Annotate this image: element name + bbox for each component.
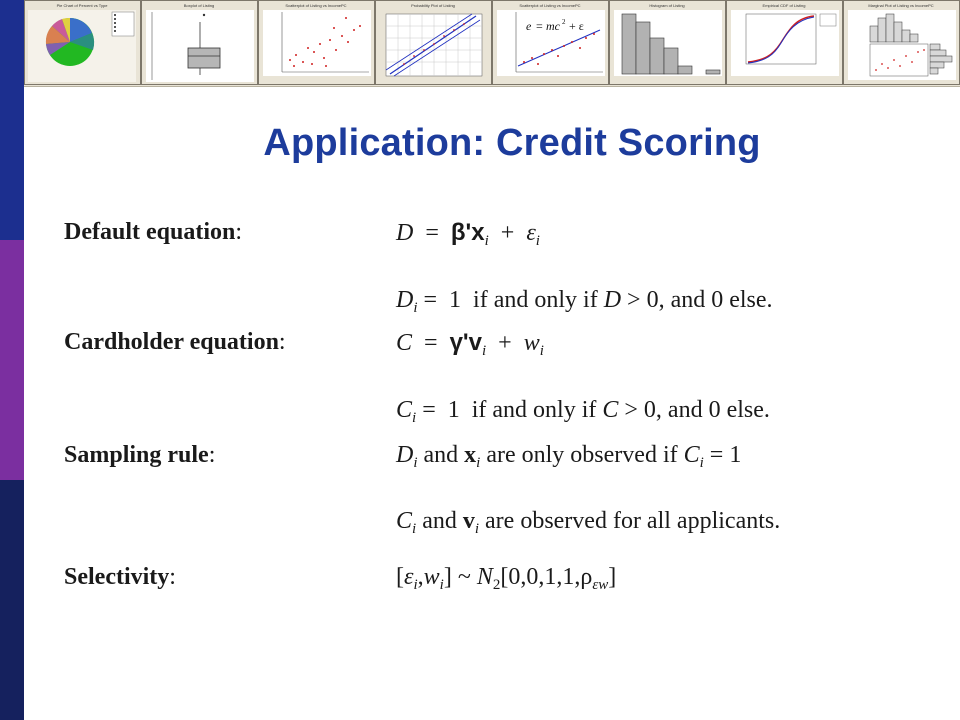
- thumb-scatterplot: [263, 10, 371, 76]
- thumb-formula-equals: =: [536, 19, 543, 33]
- thumb-caption-5: Scatterplot of Listing vs IncomePC: [519, 3, 581, 8]
- slide-title: Application: Credit Scoring: [263, 122, 761, 164]
- accent-segment-top: [0, 0, 24, 240]
- thumb-caption-7: Empirical CDF of Listing: [762, 3, 806, 8]
- cardholder-rule: $C_i = 1$ if and only if C > 0, and 0 else.: [396, 397, 770, 426]
- thumb-histogram: [614, 10, 722, 76]
- thumb-empirical-cdf: [731, 10, 839, 76]
- label-cardholder-equation: Cardholder equation:: [64, 329, 286, 355]
- sampling-rule: $D_i$ and $x_i$ are only observed if $C_i = 1$: [396, 442, 742, 471]
- accent-segment-bottom: [0, 480, 24, 720]
- thumb-caption-8: Marginal Plot of Listing vs IncomePC: [868, 3, 934, 8]
- thumbnail-strip: [24, 0, 960, 87]
- accent-segment-middle: [0, 240, 24, 480]
- thumb-formula-lhs: e: [526, 19, 532, 33]
- thumb-formula-tail: + ε: [569, 19, 584, 33]
- default-equation: $D = \beta'x_i + \varepsilon_i$: [396, 219, 540, 249]
- label-sampling-rule: Sampling rule:: [64, 442, 216, 468]
- label-selectivity: Selectivity:: [64, 564, 176, 590]
- thumb-caption-2: Boxplot of Listing: [183, 3, 215, 8]
- observed-rule: $C_i$ and $v_i$ are observed for all applicants.: [396, 508, 781, 537]
- label-default-equation: Default equation:: [64, 219, 243, 245]
- cardholder-equation: $C = \gamma'v_i + w_i$: [396, 329, 544, 359]
- default-rule: $D_i = 1$ if and only if D > 0, and 0 else.: [396, 287, 773, 316]
- thumb-caption-1: Pie Chart of Percent vs Type: [56, 3, 108, 8]
- thumb-caption-6: Histogram of Listing: [649, 3, 685, 8]
- thumb-pie-chart: [28, 10, 136, 82]
- thumb-marginal-plot: [848, 10, 956, 80]
- selectivity-equation: $[\varepsilon_i,w_i]$ ~ $N_2[0,0,1,1,\rho_{\varepsilon w}]$: [396, 564, 617, 593]
- thumb-formula-rhs: mc: [546, 19, 560, 33]
- thumb-boxplot: [146, 10, 254, 82]
- thumb-formula-exponent: 2: [562, 18, 566, 26]
- thumb-caption-3: Scatterplot of Listing vs IncomePC: [285, 3, 347, 8]
- thumb-probability-plot: [386, 14, 482, 76]
- thumb-caption-4: Probability Plot of Listing: [411, 3, 455, 8]
- side-accent-bar: [0, 0, 24, 720]
- thumb-scatter-fit: [497, 10, 605, 76]
